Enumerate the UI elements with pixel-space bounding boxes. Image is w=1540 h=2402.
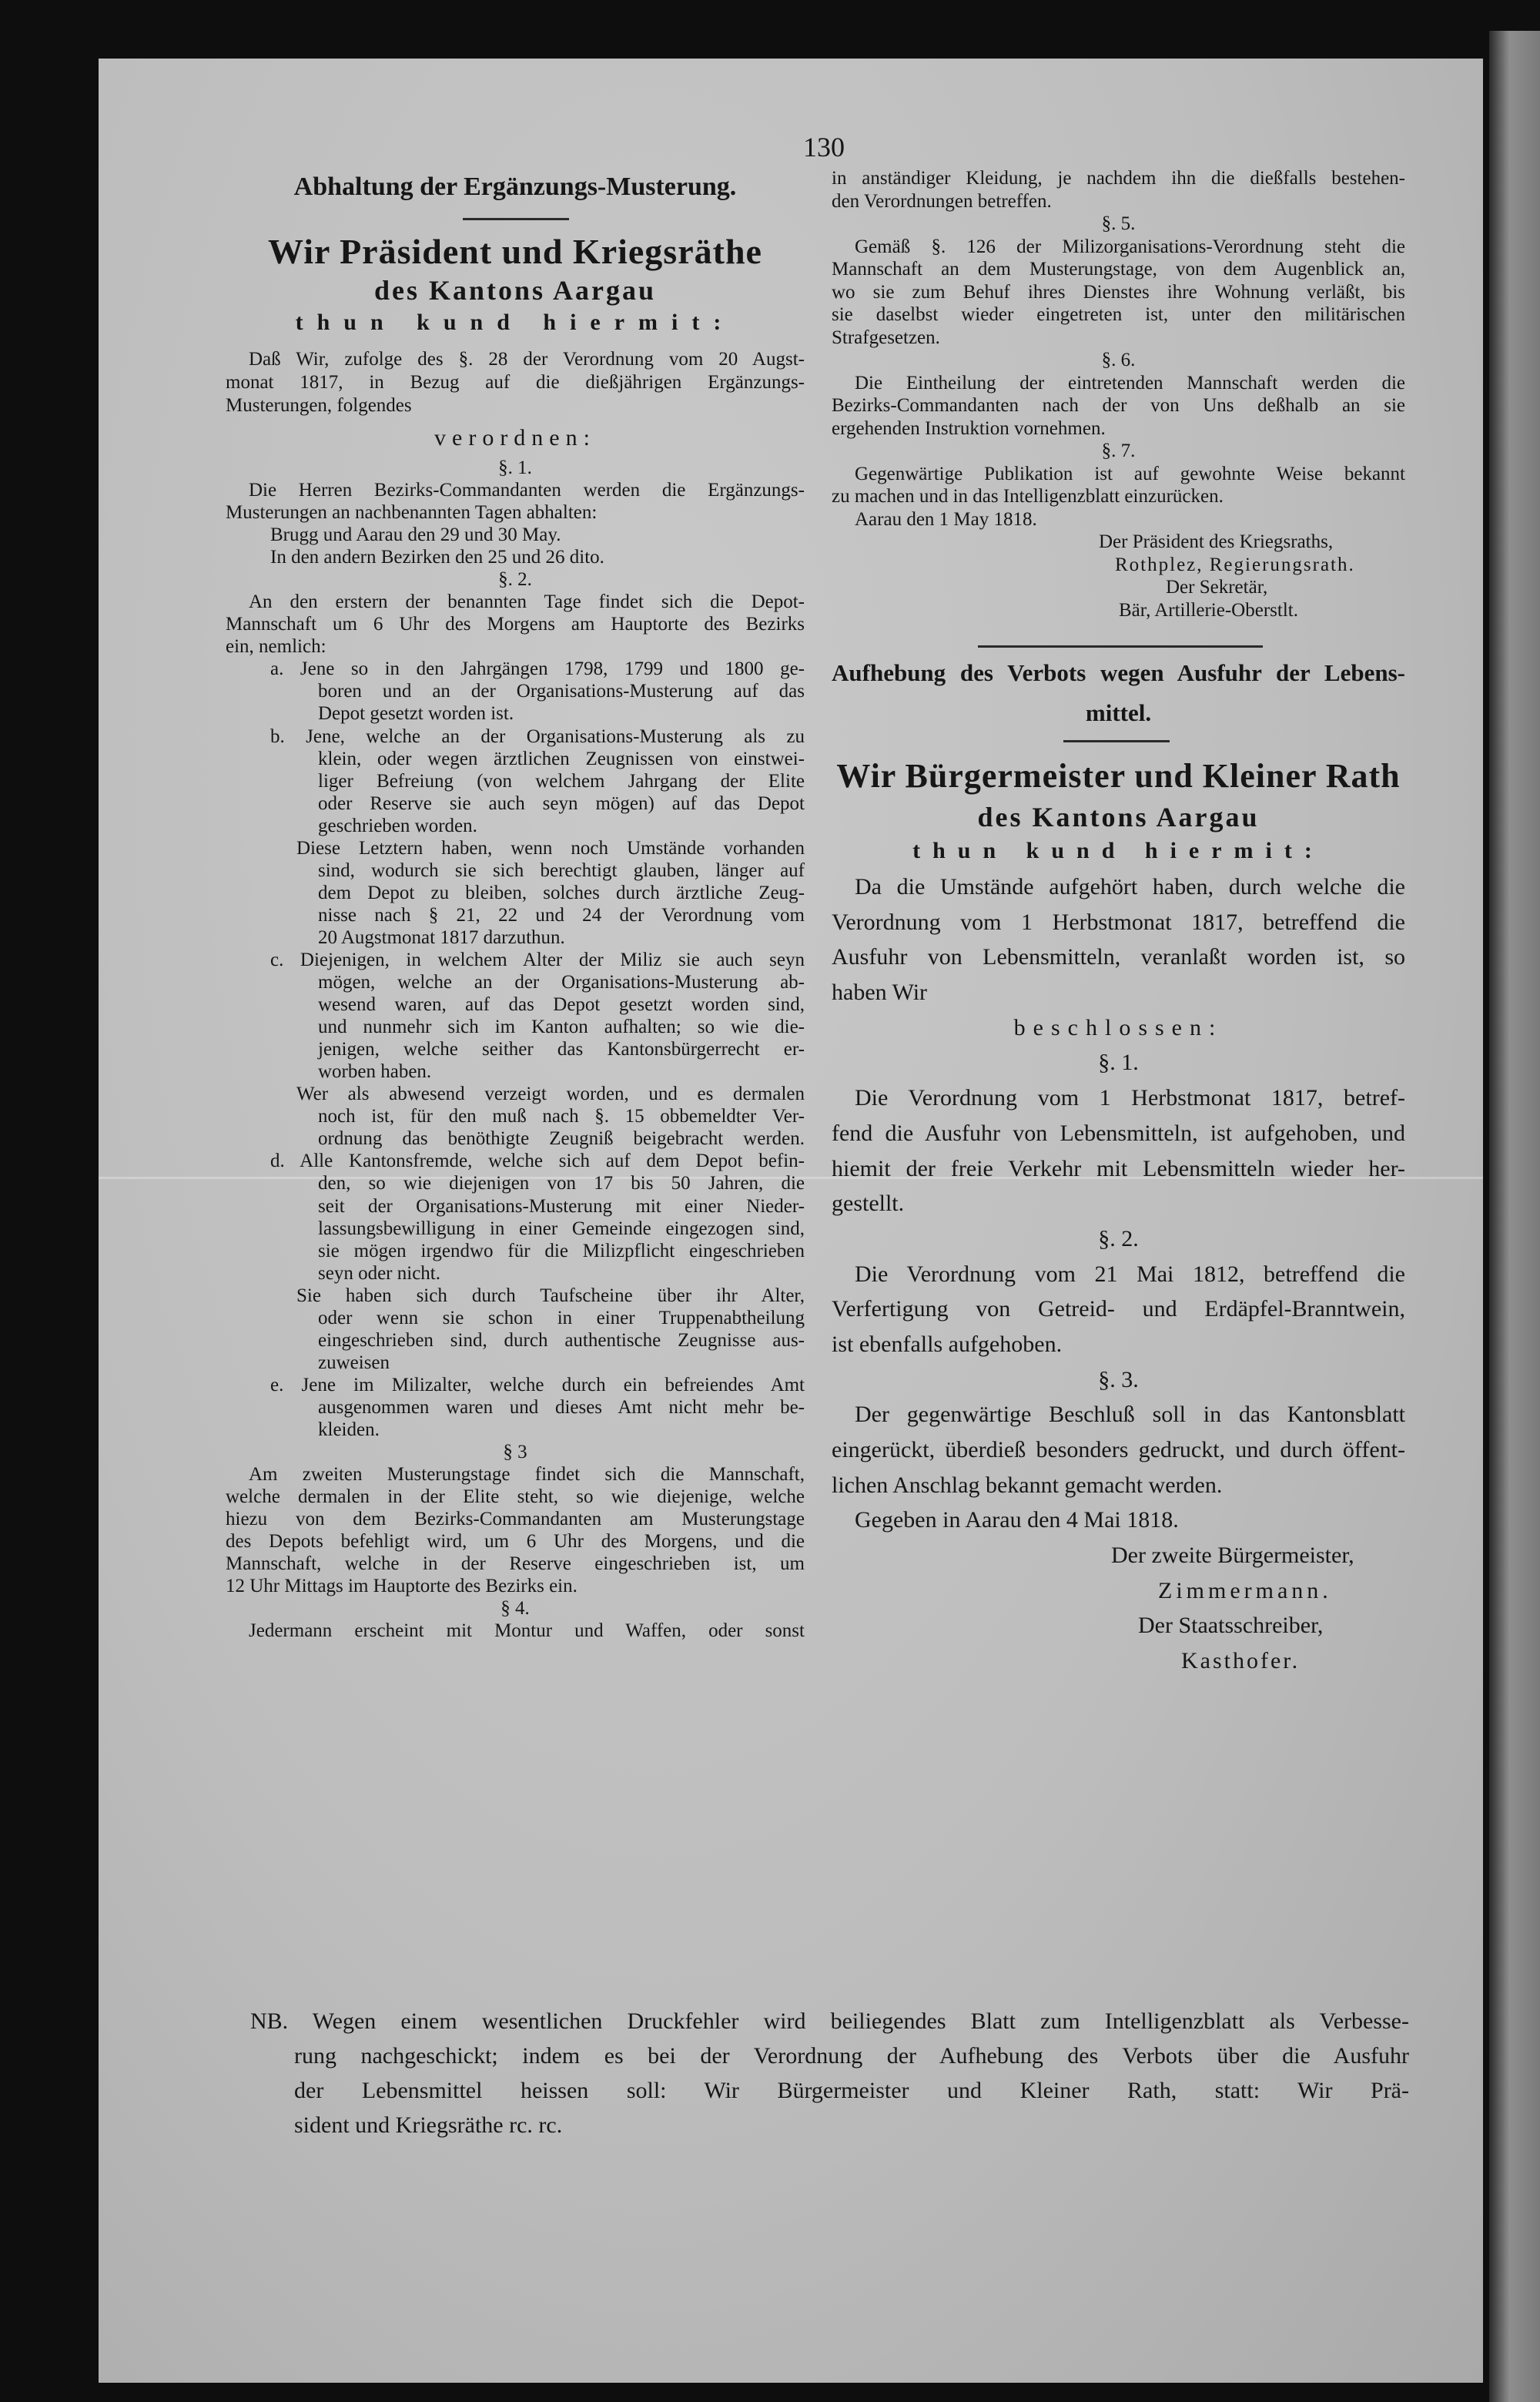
text-line: liger Befreiung (von welchem Jahrgang der Elite [318, 770, 805, 792]
text-line: ergehenden Instruktion vornehmen. [832, 417, 1106, 439]
divider [978, 645, 1263, 648]
text-line: lassungsbewilligung in einer Gemeinde eingezogen sind, [318, 1218, 805, 1239]
text-line: zu machen und in das Intelligenzblatt einzurücken. [832, 486, 1224, 507]
text-line: Verordnung vom 1 Herbstmonat 1817, betreffend die [832, 909, 1405, 935]
text-line: In den andern Bezirken den 25 und 26 dito. [270, 547, 604, 568]
text-line: 20 Augstmonat 1817 darzuthun. [318, 926, 565, 948]
text-line: der Lebensmittel heissen soll: Wir Bürgermeister und Kleiner Rath, statt: Wir Prä- [294, 2078, 1409, 2103]
text-line: boren und an der Organisations-Musterung auf das [318, 681, 805, 702]
text-line: An den erstern der benannten Tage findet sich die Depot- [249, 591, 805, 613]
signature-name: Bär, Artillerie-Oberstlt. [1119, 599, 1298, 621]
text-line: Die Herren Bezirks-Commandanten werden die Ergänzungs- [249, 480, 805, 501]
text-line: gestellt. [832, 1191, 905, 1217]
section-mark: §. 2. [1098, 1225, 1139, 1251]
text-line: Mannschaft, welche in der Reserve eingeschrieben ist, um [226, 1553, 805, 1575]
text-line: Daß Wir, zufolge des §. 28 der Verordnung vom 20 Augst- [249, 349, 805, 370]
list-item-a: a. Jene so in den Jahrgängen 1798, 1799 und 1800 ge- [270, 658, 805, 680]
text-line: Der gegenwärtige Beschluß soll in das Kantonsblatt [855, 1402, 1405, 1428]
verb-heading: verordnen: [434, 425, 596, 451]
date-line: Gegeben in Aarau den 4 Mai 1818. [855, 1507, 1179, 1533]
decree-subheading: des Kantons Aargau [977, 802, 1260, 832]
text-line: Diese Letztern haben, wenn noch Umstände vorhanden [296, 837, 805, 859]
text-line: Die Eintheilung der eintretenden Mannschaft werden die [855, 372, 1405, 394]
article-title-muster: Abhaltung der Ergänzungs-Musterung. [293, 173, 737, 201]
section-mark: §. 1. [498, 457, 532, 478]
text-line: lichen Anschlag bekannt gemacht werden. [832, 1472, 1223, 1498]
text-line: eingerückt, überdieß besonders gedruckt, und durch öffent- [832, 1437, 1405, 1462]
text-line: hiemit der freie Verkehr mit Lebensmitteln wieder her- [832, 1155, 1405, 1181]
text-line: 12 Uhr Mittags im Hauptorte des Bezirks ein. [226, 1576, 578, 1597]
text-line: Jedermann erscheint mit Montur und Waffen, oder sonst [249, 1620, 805, 1642]
text-line: Musterungen, folgendes [226, 395, 412, 416]
text-line: noch ist, für den muß nach §. 15 obbemeldter Ver- [318, 1106, 805, 1127]
text-line: ordnung das benöthigte Zeugniß beigebracht werden. [318, 1128, 805, 1150]
text-line: Die Verordnung vom 1 Herbstmonat 1817, betref- [855, 1085, 1405, 1111]
text-line: sind, wodurch sie sich berechtigt glauben, länger auf [318, 859, 805, 881]
text-line: rung nachgeschickt; indem es bei der Verordnung der Aufhebung des Verbots über die Ausfuhr [294, 2043, 1409, 2069]
text-line: Am zweiten Musterungstage findet sich die Mannschaft, [249, 1464, 805, 1486]
text-line: in anständiger Kleidung, je nachdem ihn die dießfalls bestehen- [832, 168, 1405, 189]
list-item-e: e. Jene im Milizalter, welche durch ein befreiendes Amt [270, 1374, 805, 1395]
section-mark: § 4. [500, 1598, 530, 1620]
text-line: Ausfuhr von Lebensmitteln, veranlaßt worden ist, so [832, 944, 1405, 970]
text-line: Da die Umstände aufgehört haben, durch welche die [855, 874, 1405, 899]
page-number: 130 [803, 132, 845, 162]
text-line: oder Reserve sie auch seyn mögen) auf das Depot [318, 792, 805, 814]
text-line: Verfertigung von Getreid- und Erdäpfel-Branntwein, [832, 1296, 1405, 1322]
text-line: zuweisen [318, 1352, 390, 1373]
verb-heading: beschlossen: [1013, 1014, 1224, 1040]
nb-erratum-note [250, 2004, 1409, 2142]
signature-title: Der Sekretär, [1166, 577, 1268, 598]
right-column-continuation [832, 167, 1405, 621]
text-line: Sie haben sich durch Taufscheine über ihr Alter, [296, 1285, 805, 1306]
section-mark: §. 5. [1101, 213, 1136, 234]
signature-title: Der Präsident des Kriegsraths, [1099, 531, 1334, 552]
text-line: Wer als abwesend verzeigt worden, und es dermalen [296, 1084, 805, 1105]
text-line: geschrieben worden. [318, 815, 477, 836]
decree-heading: Wir Bürgermeister und Kleiner Rath [836, 757, 1401, 795]
text-line: ausgenommen waren und dieses Amt nicht mehr be- [318, 1396, 805, 1418]
article-title-line: mittel. [1085, 699, 1152, 726]
text-line: NB. Wegen einem wesentlichen Druckfehler wird beiliegendes Blatt zum Intelligenzblatt als Verbesse- [250, 2008, 1409, 2034]
left-column-body [226, 479, 805, 1642]
signature-title: Der zweite Bürgermeister, [1111, 1543, 1354, 1569]
section-mark: §. 6. [1101, 350, 1136, 370]
decree-subheading: des Kantons Aargau [373, 275, 657, 306]
text-line: sie daselbst wieder eingetreten ist, unter den militärischen [832, 304, 1405, 325]
text-line: den Verordnungen betreffen. [832, 190, 1052, 212]
text-line: des Depots befehligt wird, um 6 Uhr des Morgens, und die [226, 1531, 805, 1553]
text-line: welche dermalen in der Elite steht, so wie diejenige, welche [226, 1486, 805, 1508]
text-line: hiezu von dem Bezirks-Commandanten am Musterungstage [226, 1509, 805, 1530]
article-title-line: Aufhebung des Verbots wegen Ausfuhr der Lebens- [832, 659, 1405, 686]
text-line: den, so wie diejenigen von 17 bis 50 Jahren, die [318, 1173, 805, 1194]
text-line: worben haben. [318, 1061, 432, 1083]
text-line: seit der Organisations-Musterung mit einer Nieder- [318, 1195, 805, 1217]
text-line: monat 1817, in Bezug auf die dießjährigen Ergänzungs- [226, 372, 805, 393]
divider [1063, 740, 1170, 742]
text-line: Musterungen an nachbenannten Tagen abhalten: [226, 502, 598, 524]
right-column-decree-body [832, 869, 1405, 1679]
text-line: oder wenn sie schon in einer Truppenabtheilung [318, 1307, 805, 1328]
list-item-b: b. Jene, welche an der Organisations-Musterung als zu [270, 725, 805, 747]
text-line: Mannschaft an dem Musterungstage, von dem Augenblick an, [832, 259, 1405, 280]
section-mark: §. 7. [1101, 441, 1136, 461]
date-line: Aarau den 1 May 1818. [855, 508, 1037, 530]
proclamation: thun kund hiermit: [912, 838, 1324, 863]
divider [463, 218, 569, 220]
text-line: Die Verordnung vom 21 Mai 1812, betreffend die [855, 1261, 1405, 1287]
text-line: sie mögen irgendwo für die Milizpflicht eingeschrieben [318, 1240, 805, 1261]
signature-name: Rothplez, Regierungsrath. [1115, 554, 1355, 575]
signature-name: Kasthofer. [1181, 1648, 1301, 1674]
text-line: kleiden. [318, 1419, 380, 1440]
adjacent-page-edge [1489, 31, 1540, 2402]
section-mark: §. 3. [1098, 1366, 1139, 1392]
signature-title: Der Staatsschreiber, [1138, 1613, 1324, 1639]
list-item-d: d. Alle Kantonsfremde, welche sich auf dem Depot befin- [270, 1151, 805, 1172]
text-line: Depot gesetzt worden ist. [318, 703, 514, 725]
text-line: wesend waren, auf das Depot gesetzt worden sind, [318, 994, 805, 1016]
text-line: Gegenwärtige Publikation ist auf gewohnte Weise bekannt [855, 463, 1405, 484]
text-line: fend die Ausfuhr von Lebensmitteln, ist aufgehoben, und [832, 1120, 1405, 1146]
section-mark: §. 1. [1098, 1050, 1139, 1076]
text-line: seyn oder nicht. [318, 1262, 440, 1284]
intro-paragraph [226, 348, 805, 417]
text-line: Brugg und Aarau den 29 und 30 May. [270, 524, 561, 546]
text-line: haben Wir [832, 980, 928, 1006]
text-line: Bezirks-Commandanten nach der von Uns deßhalb an sie [832, 395, 1405, 416]
decree-heading: Wir Präsident und Kriegsräthe [268, 232, 762, 271]
section-mark: § 3 [503, 1442, 527, 1463]
text-line: wo sie zum Behuf ihres Dienstes ihre Wohnung verläßt, bis [832, 281, 1405, 303]
list-item-c: c. Diejenigen, in welchem Alter der Miliz sie auch seyn [270, 949, 805, 970]
text-line: und nunmehr sich im Kanton aufhalten; so wie die- [318, 1017, 805, 1038]
signature-name: Zimmermann. [1158, 1577, 1332, 1603]
text-line: eingeschrieben sind, durch authentische Zeugnisse aus- [318, 1329, 805, 1351]
proclamation: thun kund hiermit: [295, 310, 735, 335]
text-line: jenigen, welche seither das Kantonsbürgerrecht er- [318, 1039, 805, 1060]
text-line: klein, oder wegen ärztlichen Zeugnissen von einstwei- [318, 748, 805, 769]
text-line: Gemäß §. 126 der Milizorganisations-Verordnung steht die [855, 236, 1405, 257]
text-line: sident und Kriegsräthe rc. rc. [294, 2112, 563, 2138]
text-line: dem Depot zu bleiben, solches durch ärztliche Zeug- [318, 882, 805, 903]
text-line: Strafgesetzen. [832, 327, 940, 348]
text-line: ein, nemlich: [226, 636, 326, 658]
text-line: Mannschaft um 6 Uhr des Morgens am Hauptorte des Bezirks [226, 614, 805, 635]
text-line: ist ebenfalls aufgehoben. [832, 1331, 1063, 1357]
text-line: mögen, welche an der Organisations-Musterung ab- [318, 972, 805, 993]
text-line: nisse nach § 21, 22 und 24 der Verordnung vom [318, 904, 805, 926]
section-mark: §. 2. [498, 569, 532, 591]
